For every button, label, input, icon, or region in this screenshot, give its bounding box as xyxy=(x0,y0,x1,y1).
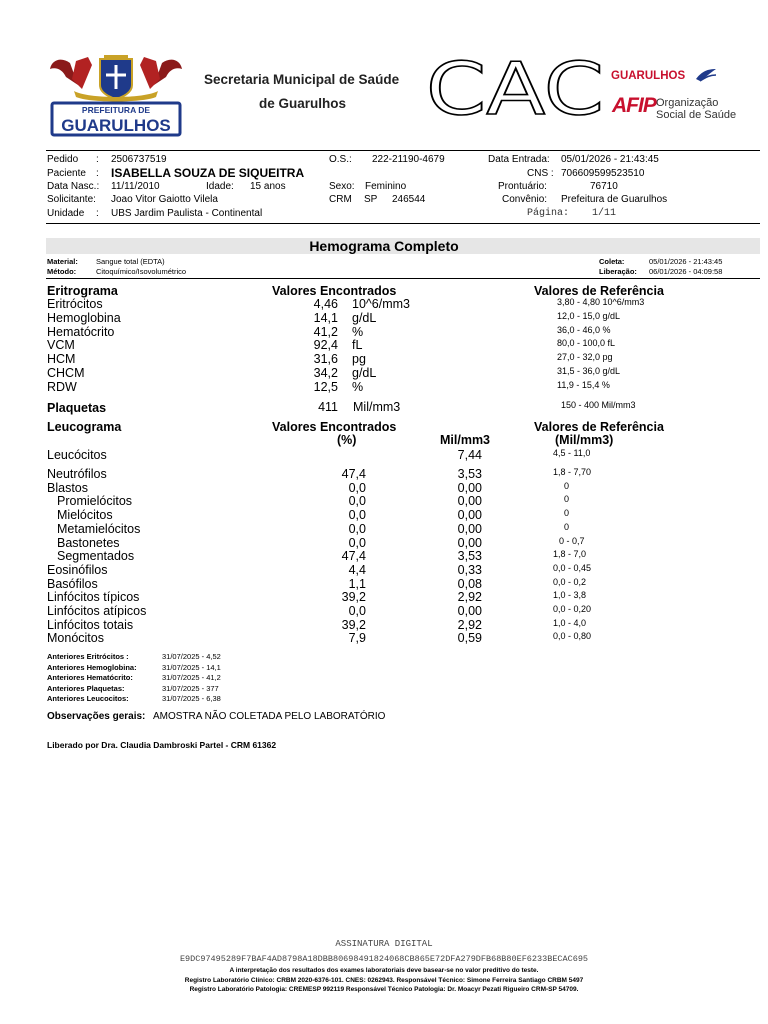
exam-title: Hemograma Completo xyxy=(309,238,459,254)
secretaria-subtitle: de Guarulhos xyxy=(259,96,347,111)
unidade-label: Unidade xyxy=(47,208,85,219)
sexo-label: Sexo: xyxy=(329,181,355,192)
leuco-row-pct: 0,0 xyxy=(348,521,366,536)
anterior-value: 31/07/2025 - 377 xyxy=(162,683,219,693)
leuco-row-name: Eosinófilos xyxy=(47,562,108,577)
paciente-label: Paciente xyxy=(47,168,86,179)
pagina-label: Página: xyxy=(527,208,570,219)
leuco-row-name: Linfócitos típicos xyxy=(47,590,140,605)
nasc-label: Data Nasc.: xyxy=(47,181,100,192)
prontuario-value: 76710 xyxy=(590,181,618,192)
leuco-row-name: Metamielócitos xyxy=(57,521,141,536)
leuco-row-ref: 0 xyxy=(564,508,570,519)
eritro-row-ref: 80,0 - 100,0 fL xyxy=(557,338,616,349)
eritro-row-ref: 11,9 - 15,4 % xyxy=(557,379,610,390)
prefeitura-guarulhos-logo xyxy=(48,55,184,137)
eritro-row-name: Hematócrito xyxy=(47,324,115,339)
leuco-row-mil: 0,33 xyxy=(457,562,482,577)
plaquetas-ref: 150 - 400 Mil/mm3 xyxy=(561,400,636,410)
anterior-value: 31/07/2025 - 14,1 xyxy=(162,662,221,672)
eritro-row-value: 34,2 xyxy=(313,366,338,380)
eritro-row-unit: % xyxy=(352,379,364,394)
sexo-value: Feminino xyxy=(365,181,407,192)
leuco-row-ref: 0 xyxy=(564,521,570,532)
leuco-row-mil: 0,00 xyxy=(457,480,482,495)
eritro-row-value: 41,2 xyxy=(313,324,338,339)
pedido-label: Pedido xyxy=(47,154,79,165)
leucocitos-mil: 7,44 xyxy=(457,448,482,462)
leuco-row-ref: 0,0 - 0,80 xyxy=(553,631,592,642)
leucograma-title: Leucograma xyxy=(47,420,122,434)
eritro-row-value: 4,46 xyxy=(313,297,338,311)
eritro-row-unit: g/dL xyxy=(352,366,377,380)
anterior-label: Anteriores Hematócrito: xyxy=(47,673,133,683)
leucocitos-ref: 4,5 - 11,0 xyxy=(553,448,591,458)
eritro-row-name: HCM xyxy=(47,352,76,367)
leuco-row-pct: 47,4 xyxy=(341,467,366,481)
anterior-value: 31/07/2025 - 41,2 xyxy=(162,673,221,683)
paciente-sep: : xyxy=(96,168,99,179)
anterior-label: Anteriores Leucocitos: xyxy=(47,694,129,704)
idade-label: Idade: xyxy=(206,181,234,192)
nasc-value: 11/11/2010 xyxy=(111,181,160,192)
entrada-value: 05/01/2026 - 21:43:45 xyxy=(561,154,659,165)
observacoes-label: Observações gerais: xyxy=(47,711,146,722)
leucograma-ref-unit-header: (Mil/mm3) xyxy=(555,433,614,447)
cac-logo-text: CAC xyxy=(426,58,604,120)
leuco-row-mil: 0,08 xyxy=(457,576,482,591)
eritro-row-value: 31,6 xyxy=(313,352,338,367)
leuco-row-pct: 0,0 xyxy=(348,535,366,550)
cns-value: 706609599523510 xyxy=(561,168,645,179)
leuco-row-ref: 1,0 - 3,8 xyxy=(553,590,587,601)
eritro-row-ref: 36,0 - 46,0 % xyxy=(557,324,611,335)
footer-line3: Registro Laboratório Patologia: CREMESP 992119 Responsável Técnico Patologia: Dr. Moacyr Pezati Rigueiro CRM-SP 54709. xyxy=(189,986,579,993)
observacoes-value: AMOSTRA NÃO COLETADA PELO LABORATÓRIO xyxy=(153,711,386,722)
liberacao-value: 06/01/2026 - 04:09:58 xyxy=(649,267,723,276)
leuco-row-mil: 0,59 xyxy=(457,631,482,646)
eritro-row-value: 14,1 xyxy=(313,310,338,325)
logo-text-guarulhos: GUARULHOS xyxy=(61,116,171,135)
eritro-row-unit: fL xyxy=(352,338,363,353)
coleta-label: Coleta: xyxy=(599,257,625,266)
leuco-row-pct: 39,2 xyxy=(341,590,366,605)
eritrograma-found-header: Valores Encontrados xyxy=(272,284,397,298)
leuco-row-pct: 0,0 xyxy=(348,508,366,523)
leuco-row-mil: 3,53 xyxy=(457,549,482,564)
leuco-row-mil: 0,00 xyxy=(457,521,482,536)
solicitante-value: Joao Vitor Gaiotto Vilela xyxy=(111,194,218,205)
leucograma-found-header: Valores Encontrados xyxy=(272,420,397,434)
leuco-row-mil: 2,92 xyxy=(457,617,482,632)
assinatura-hash: E9DC97495289F7BAF4AD8798A18DBB80698491824068CB865E72DFA279DFB68B80EF6233BECAC695 xyxy=(179,954,589,964)
leuco-row-mil: 0,00 xyxy=(457,535,482,550)
os-value: 222-21190-4679 xyxy=(372,154,445,165)
crm-label: CRM xyxy=(329,194,352,205)
leuco-row-name: Monócitos xyxy=(47,631,104,646)
eritro-row-unit: pg xyxy=(352,352,366,367)
leuco-row-pct: 0,0 xyxy=(348,480,366,495)
metodo-label: Método: xyxy=(47,267,77,276)
leuco-row-mil: 2,92 xyxy=(457,590,482,605)
unidade-value: UBS Jardim Paulista - Continental xyxy=(111,208,263,219)
leuco-row-mil: 3,53 xyxy=(457,467,482,481)
anterior-label: Anteriores Eritrócitos : xyxy=(47,652,129,661)
anterior-value: 31/07/2025 - 6,38 xyxy=(162,694,221,704)
eritro-row-name: Hemoglobina xyxy=(47,310,121,325)
convenio-value: Prefeitura de Guarulhos xyxy=(561,194,668,205)
eritro-row-name: RDW xyxy=(47,379,77,394)
eritro-row-ref: 27,0 - 32,0 pg xyxy=(557,352,613,363)
os-label: O.S.: xyxy=(329,154,352,165)
afip-logo-text: AFIP xyxy=(612,94,656,117)
leuco-row-ref: 0 xyxy=(564,494,570,505)
eritro-row-name: Eritrócitos xyxy=(47,297,103,311)
crm-uf: SP xyxy=(364,194,378,205)
leuco-row-mil: 0,00 xyxy=(457,494,482,509)
leucograma-ref-header: Valores de Referência xyxy=(534,420,664,434)
leuco-row-pct: 0,0 xyxy=(348,494,366,509)
cns-label: CNS : xyxy=(527,168,554,179)
eritro-row-ref: 3,80 - 4,80 10^6/mm3 xyxy=(557,297,645,307)
eritro-row-name: VCM xyxy=(47,338,75,353)
leuco-row-name: Bastonetes xyxy=(57,535,120,550)
paciente-name: ISABELLA SOUZA DE SIQUEITRA xyxy=(111,166,305,180)
material-label: Material: xyxy=(47,257,78,266)
entrada-label: Data Entrada: xyxy=(488,154,550,165)
leuco-row-name: Basófilos xyxy=(47,576,98,591)
eritrograma-title: Eritrograma xyxy=(47,284,118,298)
organizacao-line1: Organização xyxy=(656,97,719,109)
leuco-row-name: Promielócitos xyxy=(57,494,133,509)
leucocitos-label: Leucócitos xyxy=(47,448,107,462)
pagina-value: 1/11 xyxy=(592,208,617,219)
eritro-row-unit: 10^6/mm3 xyxy=(352,297,410,311)
eritro-row-value: 12,5 xyxy=(313,379,338,394)
assinatura-digital-label: ASSINATURA DIGITAL xyxy=(335,939,433,949)
leuco-row-name: Segmentados xyxy=(57,549,135,564)
leuco-row-ref: 0,0 - 0,45 xyxy=(553,562,592,573)
patient-divider xyxy=(46,223,760,224)
leuco-row-ref: 0,0 - 0,20 xyxy=(553,604,592,614)
pedido-value: 2506737519 xyxy=(111,154,167,165)
leuco-row-ref: 1,8 - 7,70 xyxy=(553,467,592,477)
prontuario-label: Prontuário: xyxy=(498,181,547,192)
leuco-row-pct: 0,0 xyxy=(348,604,366,618)
plaquetas-label: Plaquetas xyxy=(47,401,107,415)
secretaria-title: Secretaria Municipal de Saúde xyxy=(204,72,400,87)
logo-text-prefeitura: PREFEITURA DE xyxy=(81,105,151,115)
coleta-value: 05/01/2026 - 21:43:45 xyxy=(649,257,723,266)
eritro-row-name: CHCM xyxy=(47,366,85,380)
leucograma-pct-header: (%) xyxy=(337,433,357,447)
flag-icon xyxy=(694,67,718,83)
eritro-row-ref: 31,5 - 36,0 g/dL xyxy=(557,366,621,376)
leuco-row-pct: 7,9 xyxy=(348,631,366,646)
leuco-row-ref: 1,8 - 7,0 xyxy=(553,549,587,560)
leuco-row-ref: 0,0 - 0,2 xyxy=(553,576,587,587)
leuco-row-name: Blastos xyxy=(47,480,88,495)
guarulhos-brand-text: GUARULHOS xyxy=(611,70,686,82)
anterior-label: Anteriores Plaquetas: xyxy=(47,683,125,693)
leuco-row-name: Neutrófilos xyxy=(47,467,107,481)
footer-line1: A interpretação dos resultados dos exames laboratoriais deve basear-se no valor preditivo do teste. xyxy=(229,967,539,974)
leuco-row-name: Linfócitos atípicos xyxy=(47,604,147,618)
header-divider xyxy=(46,150,760,151)
leuco-row-mil: 0,00 xyxy=(457,604,482,618)
unidade-sep: : xyxy=(96,208,99,219)
leuco-row-mil: 0,00 xyxy=(457,508,482,523)
plaquetas-value: 411 xyxy=(318,400,338,414)
eritrograma-ref-header: Valores de Referência xyxy=(534,284,664,298)
leuco-row-pct: 47,4 xyxy=(341,549,366,564)
anterior-label: Anteriores Hemoglobina: xyxy=(47,662,137,672)
leuco-row-ref: 0 - 0,7 xyxy=(559,535,585,546)
leuco-row-pct: 1,1 xyxy=(348,576,366,591)
eritro-row-value: 92,4 xyxy=(313,338,338,353)
footer-line2: Registro Laboratório Clínico: CRBM 2020-6376-101. CNES: 0262943. Responsável Técnico: Simone Ferreira Santiago CRBM 5497 xyxy=(184,977,584,984)
liberado-por: Liberado por Dra. Claudia Dambroski Partel - CRM 61362 xyxy=(47,740,277,750)
leuco-row-name: Linfócitos totais xyxy=(47,617,134,632)
leuco-row-name: Mielócitos xyxy=(57,508,113,523)
exam-divider xyxy=(46,278,760,279)
leuco-row-pct: 4,4 xyxy=(348,562,366,577)
crm-value: 246544 xyxy=(392,194,426,205)
pedido-sep: : xyxy=(96,154,99,165)
leuco-row-ref: 0 xyxy=(564,480,570,491)
leuco-row-ref: 1,0 - 4,0 xyxy=(553,617,587,628)
convenio-label: Convênio: xyxy=(502,194,548,205)
solicitante-label: Solicitante: xyxy=(47,194,96,205)
liberacao-label: Liberação: xyxy=(599,267,637,276)
idade-value: 15 anos xyxy=(250,181,286,192)
eritro-row-ref: 12,0 - 15,0 g/dL xyxy=(557,310,621,321)
organizacao-line2: Social de Saúde xyxy=(656,109,737,121)
plaquetas-unit: Mil/mm3 xyxy=(353,400,401,414)
metodo-value: Citoquímico/Isovolumétrico xyxy=(96,267,187,276)
material-value: Sangue total (EDTA) xyxy=(96,257,165,266)
anterior-value: 31/07/2025 - 4,52 xyxy=(162,652,221,661)
cac-logo xyxy=(426,58,604,120)
eritro-row-unit: g/dL xyxy=(352,310,377,325)
leuco-row-pct: 39,2 xyxy=(341,617,366,632)
eritro-row-unit: % xyxy=(352,324,364,339)
leucograma-mil-header: Mil/mm3 xyxy=(440,433,491,447)
